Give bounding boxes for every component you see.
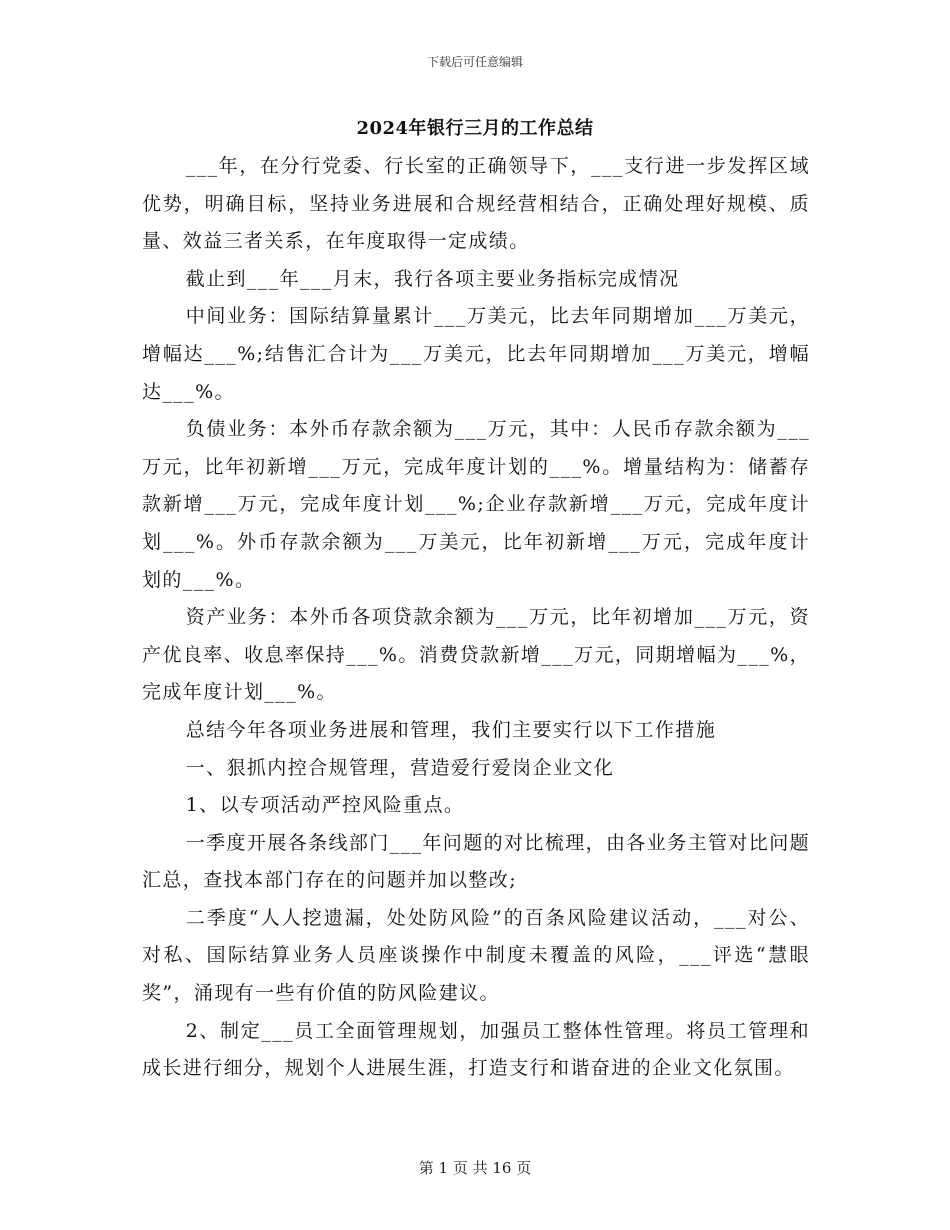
- section-heading-1: 一、狠抓内控合规管理，营造爱行爱岗企业文化: [185, 756, 615, 779]
- paragraph-asset-business: 资产业务：本外币各项贷款余额为___万元，比年初增加___万元，资产优良率、收息率保持___%。消费贷款新增___万元，同期增幅为___%，完成年度计划___%。: [142, 606, 810, 704]
- paragraph-liability-business: 负债业务：本外币存款余额为___万元，其中：人民币存款余额为___万元，比年初新增___万元，完成年度计划的___%。增量结构为：储蓄存款新增___万元，完成年度计划___%;企业存款新增___万元，完成年度计划___%。外币存款余额为___万美元，比年初新增___万元，完成年度计划的___%。: [142, 418, 810, 591]
- paragraph-intro: ___年，在分行党委、行长室的正确领导下，___支行进一步发挥区域优势，明确目标，坚持业务进展和合规经营相结合，正确处理好规模、质量、效益三者关系，在年度取得一定成绩。: [142, 155, 810, 253]
- page-number: 第 1 页 共 16 页: [418, 1159, 532, 1177]
- document-title: 2024年银行三月的工作总结: [356, 118, 594, 139]
- subsection-heading-1: 1、以专项活动严控风险重点。: [185, 794, 465, 817]
- paragraph-measures-intro: 总结今年各项业务进展和管理，我们主要实行以下工作措施: [185, 718, 717, 741]
- paragraph-intermediate-business: 中间业务：国际结算量累计___万美元，比去年同期增加___万美元，增幅达___%;结售汇合计为___万美元，比去年同期增加___万美元，增幅达___%。: [142, 305, 810, 403]
- paragraph-q1-review: 一季度开展各条线部门___年问题的对比梳理，由各业务主管对比问题汇总，查找本部门存在的问题并加以整改;: [142, 831, 810, 892]
- subsection-heading-2: 2、制定___员工全面管理规划，加强员工整体性管理。将员工管理和成长进行细分，规划个人进展生涯，打造支行和谐奋进的企业文化氛围。: [142, 1019, 810, 1080]
- paragraph-indicators-heading: 截止到___年___月末，我行各项主要业务指标完成情况: [185, 267, 680, 290]
- document-body: [142, 148, 810, 1088]
- page-header-note: 下载后可任意编辑: [426, 55, 523, 69]
- paragraph-q2-activity: 二季度“人人挖遗漏，处处防风险”的百条风险建议活动，___对公、对私、国际结算业务人员座谈操作中制度未覆盖的风险，___评选“慧眼奖”，涌现有一些有价值的防风险建议。: [142, 906, 810, 1005]
